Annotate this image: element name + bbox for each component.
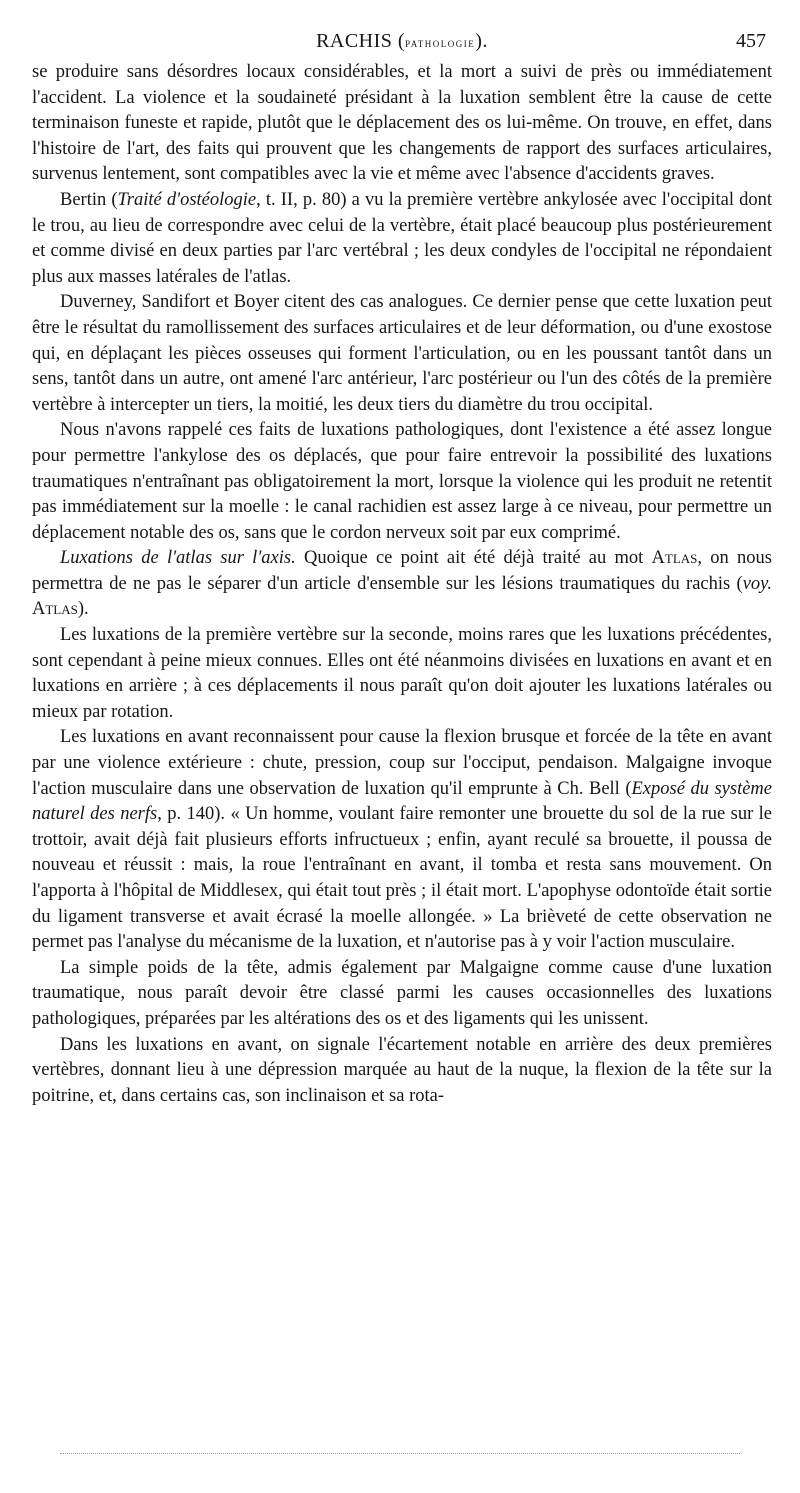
paragraph xyxy=(32,725,772,955)
page-number: 457 xyxy=(736,30,766,52)
paragraph-text: Duverney, Sandifort et Boyer citent des cas analogues. Ce dernier pense que cette luxation peut être le résultat du ramollissement des surfaces articulaires et de leur déformation, ou d'une exostose qui, en déplaçant les pièces osseuses qui forment l'articulation, ou en les poussant tantôt dans un sens, tantôt dans un autre, ont amené l'arc antérieur, l'arc postérieur ou l'un des côtés de la première vertèbre à intercepter un tiers, la moitié, les deux tiers du diamètre du trou occipital. xyxy=(32,292,772,415)
paragraph-text: voy. xyxy=(742,573,772,594)
body-text xyxy=(32,60,772,1109)
paragraph-text: ). xyxy=(77,599,89,620)
footer-rule xyxy=(60,1453,740,1454)
paragraph-text: Exposé du système naturel des nerfs xyxy=(32,778,772,825)
running-title: RACHIS (pathologie). xyxy=(316,30,488,52)
paragraph-text: Bertin ( xyxy=(60,189,118,210)
paragraph-text: La simple poids de la tête, admis également par Malgaigne comme cause d'une luxation traumatique, nous paraît devoir être classé parmi les causes occasionnelles des luxations pathologiques, préparées par les altérations des os et des ligaments qui les unissent. xyxy=(32,957,772,1029)
paragraph-text: se produire sans désordres locaux considérables, et la mort a suivi de près ou immédiatement l'accident. La violence et la soudaineté présidant à la luxation semblent être la cause de cette terminaison funeste et rapide, plutôt que le déplacement des os lui-même. On trouve, en effet, dans l'histoire de l'art, des faits qui prouvent que les changements de rapport des surfaces articulaires, survenus lentement, sont compatibles avec la vie et même avec l'absence d'accidents graves. xyxy=(32,62,772,185)
running-title-subtitle: pathologie xyxy=(405,35,476,50)
paragraph xyxy=(32,623,772,725)
paragraph-text: , on nous permettra de ne pas le séparer d'un article d'ensemble sur les lésions traumatiques du rachis ( xyxy=(32,548,773,594)
paragraph-text: Atlas xyxy=(32,599,78,620)
running-title-main: RACHIS xyxy=(316,30,393,52)
paragraph-text: Quoique ce point ait été déjà traité au mot xyxy=(295,548,652,569)
paragraph xyxy=(32,546,772,623)
paragraph-text: , p. 140). « Un homme, voulant faire remonter une brouette du sol de la rue sur le trottoir, avait déjà fait plusieurs efforts infructueux ; enfin, ayant reculé sa brouette, il poussa de nouveau et réussit : mais, la roue l'entraînant en avant, il tomba et resta sans mouvement. On l'apporta à l'hôpital de Middlesex, qui était tout près ; il était mort. L'apophyse odontoïde était sortie du ligament transverse et avait écrasé la moelle allongée. » La brièveté de cette observation ne permet pas l'analyse du mécanisme de la luxation, et n'autorise pas à y voir l'action musculaire. xyxy=(32,804,772,953)
paragraph xyxy=(32,290,772,418)
paragraph xyxy=(32,60,772,188)
paragraph-text: , t. II, p. 80) a vu la première vertèbre ankylosée avec l'occipital dont le trou, au lieu de correspondre avec celui de la vertèbre, était placé beaucoup plus postérieurement et comme divisé en deux parties par l'arc vertébral ; les deux condyles de l'occipital ne répondaient plus aux masses latérales de l'atlas. xyxy=(32,189,772,287)
paragraph xyxy=(32,188,772,290)
paragraph-text: Dans les luxations en avant, on signale l'écartement notable en arrière des deux premières vertèbres, donnant lieu à une dépression marquée au haut de la nuque, la flexion de la tête sur la poitrine, et, dans certains cas, son inclinaison et sa rota- xyxy=(32,1034,772,1106)
paragraph xyxy=(32,956,772,1033)
paragraph-text: Les luxations de la première vertèbre sur la seconde, moins rares que les luxations précédentes, sont cependant à peine mieux connues. Elles ont été néanmoins divisées en luxations en avant et en luxations en arrière ; à ces déplacements il nous paraît qu'on doit ajouter les luxations latérales ou mieux par rotation. xyxy=(32,625,772,722)
paragraph xyxy=(32,418,772,546)
running-header xyxy=(32,30,772,60)
paragraph-text: Nous n'avons rappelé ces faits de luxations pathologiques, dont l'existence a été assez longue pour permettre l'ankylose des os déplacés, que pour faire entrevoir la possibilité des luxations traumatiques n'entraînant pas obligatoirement la mort, lorsque la violence qui les produit ne retentit pas immédiatement sur la moelle : le canal rachidien est assez large à ce niveau, pour permettre un déplacement notable des os, sans que le cordon nerveux soit par eux comprimé. xyxy=(32,420,772,543)
paragraph-text: Traité d'ostéologie xyxy=(117,189,257,210)
paragraph-text: Les luxations en avant reconnaissent pour cause la flexion brusque et forcée de la tête en avant par une violence extérieure : chute, pression, coup sur l'occiput, pendaison. Malgaigne invoque l'action musculaire dans une observation de luxation qu'il emprunte à Ch. Bell ( xyxy=(32,727,772,799)
paragraph-text: Luxations de l'atlas sur l'axis. xyxy=(60,548,296,569)
paragraph xyxy=(32,1033,772,1110)
paragraph-text: Atlas xyxy=(651,548,698,569)
